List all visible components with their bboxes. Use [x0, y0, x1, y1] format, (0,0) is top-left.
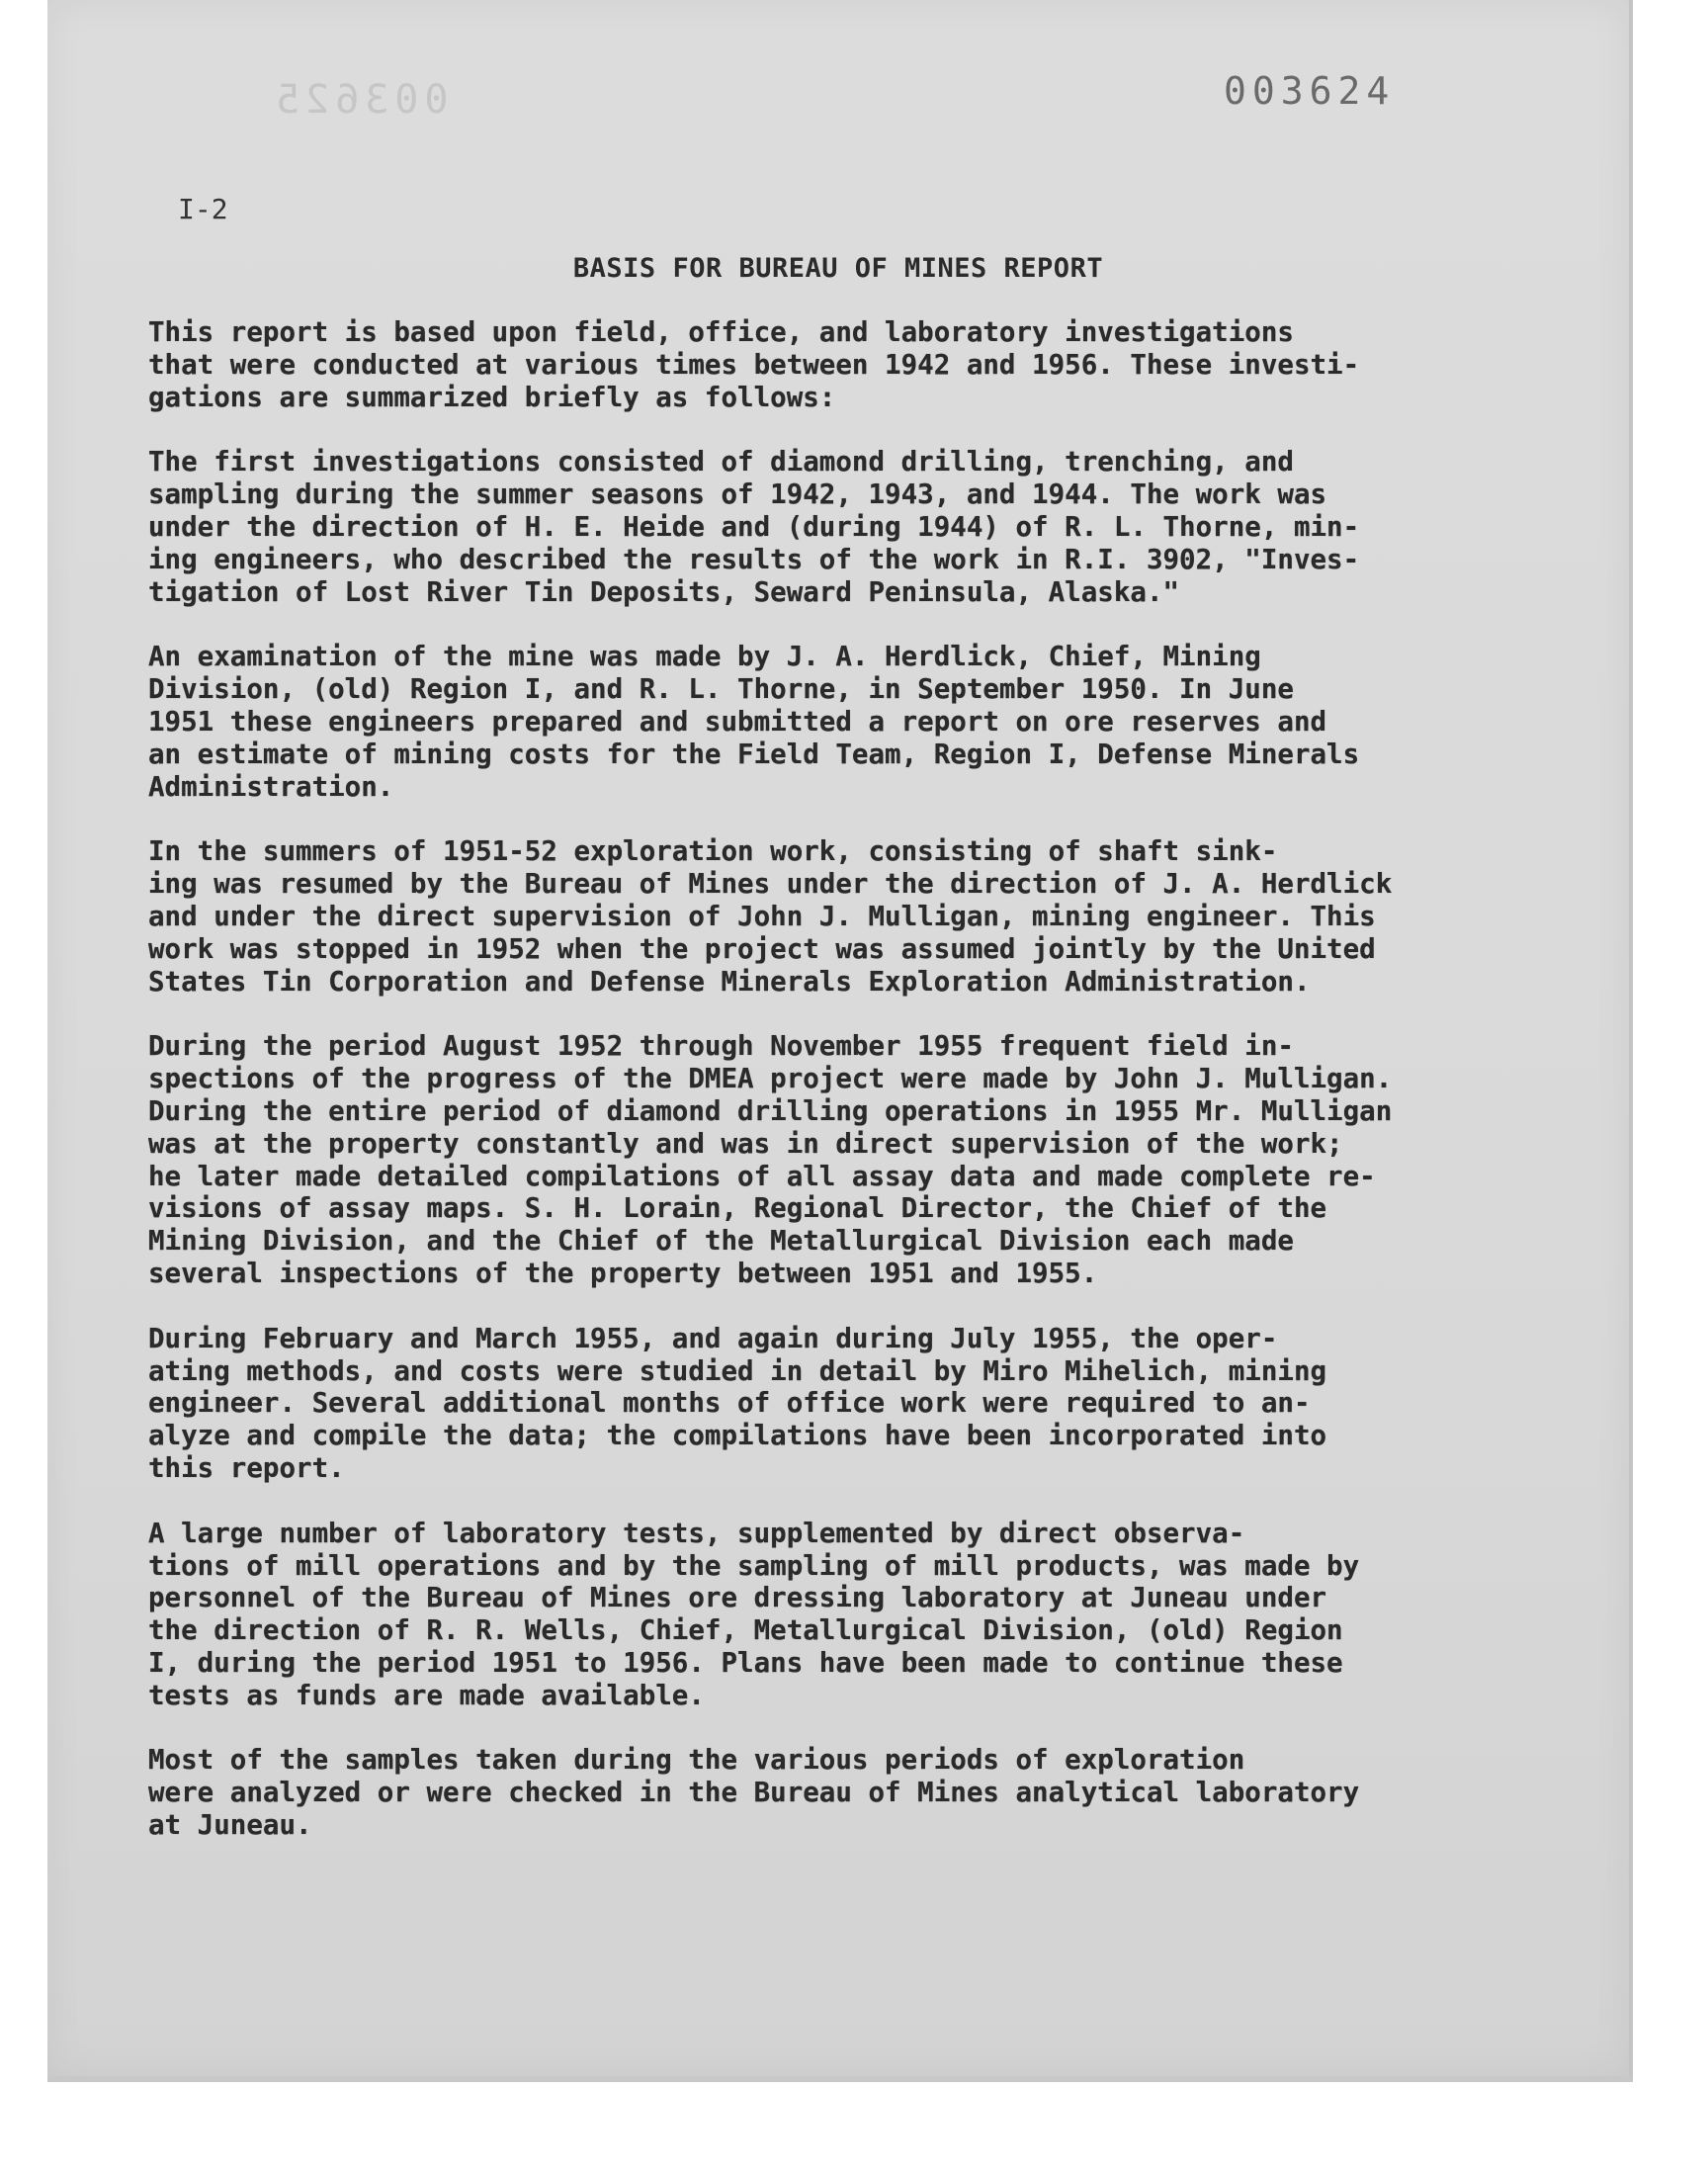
paragraph-field-inspections: During the period August 1952 through November 1955 frequent field in- spections of the progress of the DMEA project were made by John J. Mulligan. During the entire period of diamond drilling operations in 1955 Mr. Mulligan was at the property constantly and was in direct supervision of the work; he later made detailed compilations of all assay data and made complete re- visions of assay maps. S. H. Lorain, Regional Director, the Chief of the Mining Division, and the Chief of the Metallurgical Division each made several inspections of the property between 1951 and 1955.: [148, 1030, 1393, 1289]
paragraph-exploration-work: In the summers of 1951-52 exploration work, consisting of shaft sink- ing was resumed by the Bureau of Mines under the direction of J. A. Herdlick and under the direct supervision of John J. Mulligan, mining engineer. This work was stopped in 1952 when the project was assumed jointly by the United States Tin Corporation and Defense Minerals Exploration Administration.: [148, 835, 1393, 998]
document-number-stamp: 003624: [1224, 69, 1396, 113]
paragraph-mine-examination: An examination of the mine was made by J. A. Herdlick, Chief, Mining Division, (old) Region I, and R. L. Thorne, in September 1950. In June 1951 these engineers prepared and submitted a report on ore reserves and an estimate of mining costs for the Field Team, Region I, Defense Minerals Administration.: [148, 641, 1360, 803]
paragraph-operating-methods: During February and March 1955, and again during July 1955, the oper- ating methods, and costs were studied in detail by Miro Mihelich, mining engineer. Several additional months of office work were required to an- alyze and compile the data; the compilations have been incorporated into this report.: [148, 1322, 1327, 1484]
paragraph-laboratory-tests: A large number of laboratory tests, supplemented by direct observa- tions of mill operations and by the sampling of mill products, was made by personnel of the Bureau of Mines ore dressing laboratory at Juneau under the direction of R. R. Wells, Chief, Metallurgical Division, (old) Region I, during the period 1951 to 1956. Plans have been made to continue these tests as funds are made available.: [148, 1517, 1360, 1711]
page-number: I-2: [178, 193, 228, 225]
bleed-through-stamp: 003625: [270, 77, 449, 123]
paragraph-first-investigations: The first investigations consisted of diamond drilling, trenching, and sampling during the summer seasons of 1942, 1943, and 1944. The work was under the direction of H. E. Heide and (during 1944) of R. L. Thorne, min- ing engineers, who described the results of the work in R.I. 3902, "Inves- tigation of Lost River Tin Deposits, Seward Peninsula, Alaska.": [148, 446, 1360, 608]
document-page: [47, 0, 1633, 2082]
paragraph-intro: This report is based upon field, office, and laboratory investigations that were conducted at various times between 1942 and 1956. These investi- gations are summarized briefly as follows:: [148, 316, 1360, 413]
paragraph-samples: Most of the samples taken during the various periods of exploration were analyzed or were checked in the Bureau of Mines analytical laboratory at Juneau.: [148, 1744, 1360, 1842]
page-title: BASIS FOR BUREAU OF MINES REPORT: [572, 253, 1104, 284]
document-body: [148, 316, 1473, 1874]
